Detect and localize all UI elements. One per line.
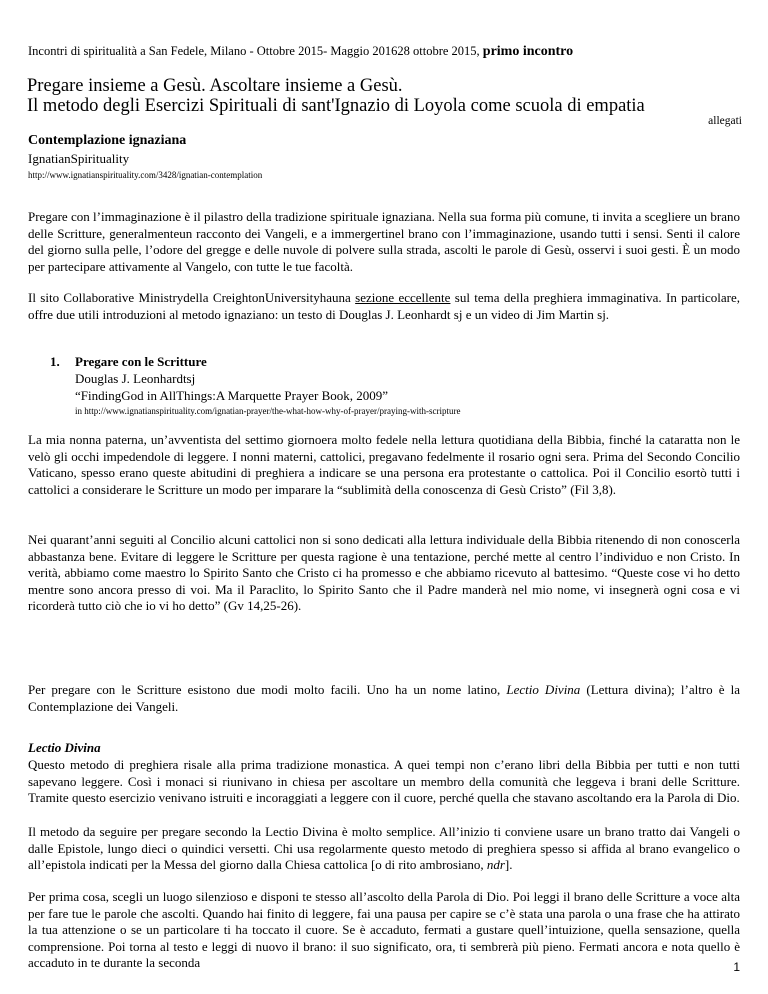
intro-p2-text-a: Il sito Collaborative Ministrydella CreightonUniversityhauna [28,290,356,305]
page-number: 1 [733,960,740,974]
title-line-2: Il metodo degli Esercizi Spirituali di sant'Ignazio di Loyola come scuola di empatia [27,96,645,116]
section-source: IgnatianSpirituality [28,151,130,166]
body-paragraph-3 [28,682,740,715]
item-number: 1. [50,354,60,369]
allegati-label: allegati [708,115,742,127]
body-paragraph-4: Questo metodo di preghiera risale alla prima tradizione monastica. A quei tempi non c’erano libri della Bibbia per tutti e non tutti sapevano leggere. Così i monaci si riunivano in chiesa per ascoltare un membro della comunità che leggeva i brani delle Scritture. Tramite questo esercizio venivano istruiti e incoraggiati a leggere con il cuore, perché quella che stavano ascoltando era la Parola di Dio. [28,757,740,805]
document-title [27,76,645,116]
body-paragraph-1: La mia nonna paterna, un’avventista del settimo giornoera molto fedele nella lettura quotidiana della Bibbia, finché la cataratta non le velò gli occhi impedendole di leggere. I nonni materni, cattolici, pregavano fedelmente il rosario ogni sera. Prima del Secondo Concilio Vaticano, spesso erano queste abitudini di preghiera a indicare se una persona era protestante o cattolica. Poi il Concilio esortò tutti i cattolici a considerare le Scritture un modo per imparare la “sublimità della conoscenza di Gesù Cristo” (Fil 3,8). [28,432,740,497]
section-url: http://www.ignatianspirituality.com/3428/ignatian-contemplation [28,170,263,180]
item-url: in http://www.ignatianspirituality.com/ignatian-prayer/the-what-how-why-of-prayer/praying-with-scripture [75,406,461,416]
item-title: Pregare con le Scritture [75,354,207,369]
p5-text-b: ]. [504,857,513,872]
header-text: Incontri di spiritualità a San Fedele, Milano - Ottobre 2015- Maggio 201628 ottobre 2015, [28,44,483,58]
body-paragraph-2: Nei quarant’anni seguiti al Concilio alcuni cattolici non si sono dedicati alla lettura individuale della Bibbia ritenendo di non conoscerla abbastanza bene. Evitare di leggere le Scritture per questa ragione è una tentazione, perché mette al centro l’individuo e non Cristo. In verità, abbiamo come maestro lo Spirito Santo che Cristo ci ha promesso e che abbiamo ricevuto al battesimo. “Queste cose vi ho detto mentre sono ancora presso di voi. Ma il Paraclito, lo Spirito Santo che il Padre manderà nel mio nome, vi insegnerà ogni cosa e vi ricorderà tutto ciò che io vi ho detto” (Gv 14,25-26). [28,532,740,613]
header-bold: primo incontro [482,44,574,59]
p3-text-a: Per pregare con le Scritture esistono due modi molto facili. Uno ha un nome latino, [28,682,507,697]
body-paragraph-6: Per prima cosa, scegli un luogo silenzioso e disponi te stesso all’ascolto della Parola di Dio. Poi leggi il brano delle Scritture a voce alta per fare tue le parole che ascolti. Quando hai finito di leggere, fai una pausa per capire se c’è stata una parola o una frase che ha attirato la tua attenzione o se un particolare ti ha toccato il cuore. Se è accaduto, fermati a gustare quell’intuizione, quella sensazione, quella comprensione. Poi torna al testo e leggi di nuovo il brano: il suo significato, ora, ti sembrerà più pieno. Fermati ancora e nota quello è accaduto in te durante la seconda [28,889,740,970]
body-paragraph-5 [28,824,740,874]
sezione-eccellente-link[interactable]: sezione eccellente [355,290,451,305]
running-header [28,44,573,60]
intro-p2-text-b: sul tema della preghiera immaginativa. In particolare, offre due utili introduzioni al metodo ignaziano: un testo di Douglas J. Leonhardt sj e un video di Jim Martin sj. [28,290,740,322]
section-heading: Contemplazione ignaziana [28,133,187,148]
item-author: Douglas J. Leonhardtsj [75,371,196,386]
p3-italic: Lectio Divina [506,682,581,697]
item-book: “FindingGod in AllThings:A Marquette Prayer Book, 2009” [75,388,389,403]
intro-paragraph-1: Pregare con l’immaginazione è il pilastro della tradizione spirituale ignaziana. Nella sua forma più comune, ti invita a scegliere un brano delle Scritture, generalmenteun racconto dei Vangeli, e a immergertinel brano con l’immaginazione, usando tutti i sensi. Senti il calore del giorno sulla pelle, l’odore del gregge e delle nuvole di polvere sulla strada, ascolti le parole di Gesù, osservi i suoi gesti. È un modo per partecipare attivamente al Vangelo, con tutte le tue facoltà. [28,209,740,274]
p5-text-a: Il metodo da seguire per pregare secondo la Lectio Divina è molto semplice. All’inizio ti conviene usare un brano tratto dai Vangeli o dalle Epistole, lungo dieci o quindici versetti. Chi usa regolarmente questo metodo di preghiera spesso si affida al brano evangelico o all’epistola indicati per la Messa del giorno dalla Chiesa cattolica [o di rito ambrosiano, [28,824,740,872]
p5-italic: ndr [486,857,505,872]
intro-paragraph-2 [28,290,740,323]
lectio-divina-heading: Lectio Divina [28,740,101,755]
p3-text-b: (Lettura divina); l’altro è la Contemplazione dei Vangeli. [28,682,740,714]
title-line-1: Pregare insieme a Gesù. Ascoltare insieme a Gesù. [27,76,403,96]
